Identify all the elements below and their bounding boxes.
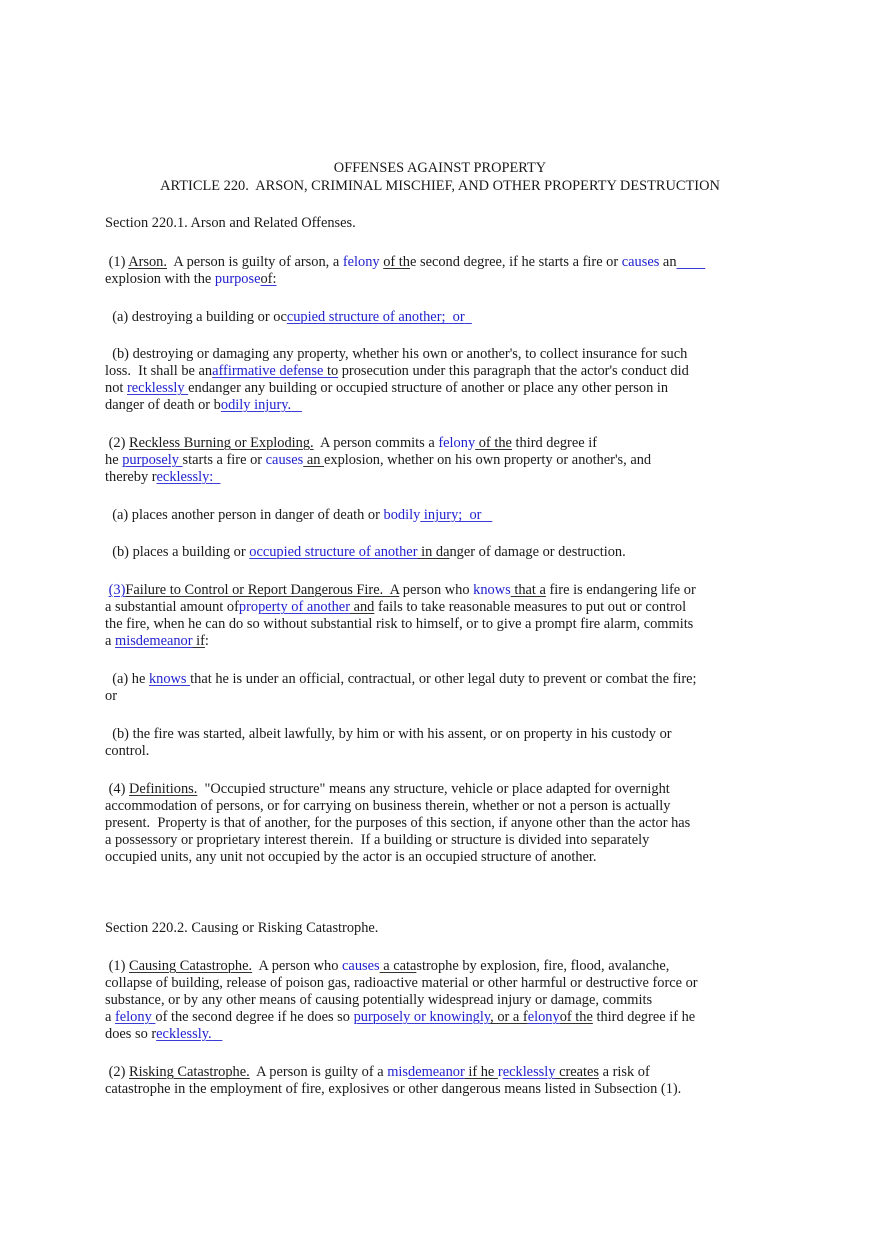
- text-run: of the second degree if he does so: [155, 1009, 354, 1025]
- text-run: an: [659, 254, 677, 270]
- link-occupied-structure[interactable]: cupied structure of another; or: [286, 309, 465, 325]
- link-recklessly[interactable]: ecklessly:: [156, 469, 214, 485]
- text-run: if he: [464, 1064, 498, 1080]
- paragraph-line: control.: [105, 743, 150, 759]
- text-run: an: [303, 452, 325, 468]
- section-heading: Section 220.1. Arson and Related Offenses.: [105, 215, 356, 231]
- link-section-3[interactable]: (3): [108, 582, 126, 598]
- paragraph-line: [105, 582, 696, 599]
- link-recklessly[interactable]: recklessly: [127, 380, 189, 396]
- article-heading: ARTICLE 220. ARSON, CRIMINAL MISCHIEF, AND OTHER PROPERTY DESTRUCTION: [160, 178, 720, 194]
- subheading-failure-to-control: Failure to Control or Report Dangerous Fire. A: [125, 582, 400, 598]
- paragraph-line: [105, 1026, 222, 1043]
- text-run: pro: [238, 599, 259, 615]
- link-misdemeanor[interactable]: demeanor: [408, 1064, 465, 1080]
- text-run: r: [497, 1064, 503, 1080]
- text-run: starts a fire or: [182, 452, 266, 468]
- text-run: fails to take reasonable measures to put out or control: [374, 599, 687, 615]
- link-affirmative-defense[interactable]: affirmative defense: [212, 363, 324, 379]
- link-property-of-another[interactable]: perty of another: [258, 599, 350, 615]
- text-run: creates: [555, 1064, 600, 1080]
- text-run: in da: [417, 544, 450, 560]
- subheading-arson: Arson.: [128, 254, 167, 270]
- link-causes[interactable]: causes: [265, 452, 304, 468]
- text-run: A person is guilty of arson, a: [166, 254, 343, 270]
- paragraph-line: [105, 544, 626, 561]
- paragraph-line: [105, 452, 651, 469]
- paragraph-line: a possessory or proprietary interest therein. If a building or structure is divided into separately: [105, 832, 650, 848]
- text-run: a: [105, 633, 115, 649]
- link-recklessly[interactable]: ecklessly.: [156, 1026, 212, 1042]
- paragraph-line: [105, 507, 492, 524]
- paragraph-line: collapse of building, release of poison gas, radioactive material or other harmful or destructive force or: [105, 975, 698, 991]
- paragraph-line: [105, 781, 670, 798]
- paragraph-line: accommodation of persons, or for carrying on business therein, whether or not a person is actually: [105, 798, 671, 814]
- text-run: (a) he: [105, 671, 149, 687]
- text-run: A person commits a: [313, 435, 439, 451]
- text-run: (2): [105, 1064, 129, 1080]
- text-run: e second degree, if he starts a fire or: [410, 254, 622, 270]
- link-bodily-injury[interactable]: odily injury.: [220, 397, 292, 413]
- paragraph-line: [105, 958, 669, 975]
- subheading-reckless-burning: Reckless Burning or Exploding.: [128, 435, 314, 451]
- text-run: A person is guilty of a: [249, 1064, 388, 1080]
- text-run: thereby r: [105, 469, 157, 485]
- text-run: fire is endangering life or: [545, 582, 696, 598]
- text-run: (a) destroying a building or oc: [105, 309, 287, 325]
- underline-blank: [481, 507, 492, 523]
- paragraph-line: [105, 633, 209, 650]
- text-run: nger of damage or destruction.: [449, 544, 626, 560]
- text-run: and: [349, 599, 375, 615]
- paragraph-line: [105, 599, 686, 616]
- paragraph-line: [105, 309, 472, 326]
- paragraph-line: [105, 380, 668, 397]
- link-knows[interactable]: knows: [473, 582, 511, 598]
- text-run: to: [323, 363, 339, 379]
- link-felony[interactable]: elony: [527, 1009, 560, 1025]
- text-run: of the: [559, 1009, 593, 1025]
- link-causes[interactable]: causes: [342, 958, 380, 974]
- text-run: endanger any building or occupied structure of another or place any other person in: [188, 380, 669, 396]
- text-run: he: [105, 452, 123, 468]
- text-run: A person who: [252, 958, 343, 974]
- subheading-definitions: Definitions.: [128, 781, 198, 797]
- text-run: :: [204, 633, 209, 649]
- underline-blank: [677, 254, 706, 270]
- link-purposely-or-knowingly[interactable]: purposely or knowingly: [353, 1009, 491, 1025]
- paragraph-line: [105, 1009, 695, 1026]
- subheading-risking-catastrophe: Risking Catastrophe.: [128, 1064, 250, 1080]
- text-run: a cata: [379, 958, 417, 974]
- link-occupied-structure[interactable]: occupied structure of another: [249, 544, 418, 560]
- text-run: "Occupied structure" means any structure, vehicle or place adapted for overnight: [197, 781, 670, 797]
- paragraph-line: (b) the fire was started, albeit lawfully, by him or with his assent, or on property in his custody or: [105, 726, 672, 742]
- text-run: explosion with the: [105, 271, 215, 287]
- text-run: a risk of: [599, 1064, 650, 1080]
- paragraph-line: [105, 271, 276, 288]
- text-run: that he is under an official, contractual, or other legal duty to prevent or combat the fire;: [190, 671, 697, 687]
- text-run: (2): [105, 435, 129, 451]
- text-run: if: [192, 633, 205, 649]
- paragraph-line: [105, 435, 597, 452]
- link-causes[interactable]: causes: [621, 254, 660, 270]
- underline-blank: [465, 309, 472, 325]
- text-run: of:: [260, 271, 277, 287]
- section-heading: Section 220.2. Causing or Risking Catastrophe.: [105, 920, 379, 936]
- text-run: of the: [475, 435, 512, 451]
- subheading-causing-catastrophe: Causing Catastrophe.: [128, 958, 253, 974]
- underline-blank: [291, 397, 302, 413]
- text-run: third degree if he: [592, 1009, 696, 1025]
- text-run: does so r: [105, 1026, 157, 1042]
- link-bodily-injury[interactable]: bodily: [383, 507, 421, 523]
- text-run: (1): [105, 254, 129, 270]
- link-misdemeanor[interactable]: misdemeanor: [115, 633, 193, 649]
- text-run: (b) places a building or: [105, 544, 250, 560]
- text-run: prosecution under this paragraph that the actor's conduct did: [338, 363, 689, 379]
- text-run: injury; or: [420, 507, 482, 523]
- link-felony[interactable]: felony: [438, 435, 476, 451]
- text-run: third degree if: [511, 435, 598, 451]
- text-run: a: [105, 1009, 115, 1025]
- text-run: person who: [399, 582, 474, 598]
- paragraph-line: [105, 397, 302, 414]
- link-felony[interactable]: felony: [115, 1009, 156, 1025]
- text-run: mis: [387, 1064, 409, 1080]
- text-run: strophe by explosion, fire, flood, avalanche,: [416, 958, 670, 974]
- underline-blank: [212, 1026, 223, 1042]
- text-run: (1): [105, 958, 129, 974]
- text-run: that a: [510, 582, 546, 598]
- paragraph-line: [105, 254, 705, 271]
- text-run: a substantial amount of: [105, 599, 239, 615]
- link-knows[interactable]: knows: [148, 671, 191, 687]
- text-run: danger of death or b: [105, 397, 221, 413]
- link-recklessly[interactable]: ecklessly: [502, 1064, 556, 1080]
- paragraph-line: catastrophe in the employment of fire, explosives or other dangerous means listed in Subsection (1).: [105, 1081, 682, 1097]
- text-run: explosion, whether on his own property or another's, and: [324, 452, 652, 468]
- paragraph-line: (b) destroying or damaging any property, whether his own or another's, to collect insurance for such: [105, 346, 688, 362]
- paragraph-line: [105, 1064, 650, 1081]
- paragraph-line: substance, or by any other means of causing potentially widespread injury or damage, commits: [105, 992, 653, 1008]
- paragraph-line: [105, 363, 689, 380]
- text-run: not: [105, 380, 127, 396]
- document-title: OFFENSES AGAINST PROPERTY: [333, 160, 547, 176]
- link-purpose[interactable]: purpose: [214, 271, 261, 287]
- text-run: (a) places another person in danger of death or: [105, 507, 384, 523]
- text-run: , or a f: [490, 1009, 528, 1025]
- paragraph-line: the fire, when he can do so without substantial risk to himself, or to give a prompt fire alarm, commits: [105, 616, 694, 632]
- paragraph-line: occupied units, any unit not occupied by the actor is an occupied structure of another.: [105, 849, 597, 865]
- text-run: (4): [105, 781, 129, 797]
- underline-blank: [213, 469, 220, 485]
- paragraph-line: present. Property is that of another, for the purposes of this section, if anyone other than the actor has: [105, 815, 691, 831]
- text-run: of th: [383, 254, 410, 270]
- paragraph-line: or: [105, 688, 117, 704]
- link-felony[interactable]: felony: [342, 254, 384, 270]
- text-run: loss. It shall be an: [105, 363, 213, 379]
- paragraph-line: [105, 671, 697, 688]
- link-purposely[interactable]: purposely: [122, 452, 183, 468]
- paragraph-line: [105, 469, 221, 486]
